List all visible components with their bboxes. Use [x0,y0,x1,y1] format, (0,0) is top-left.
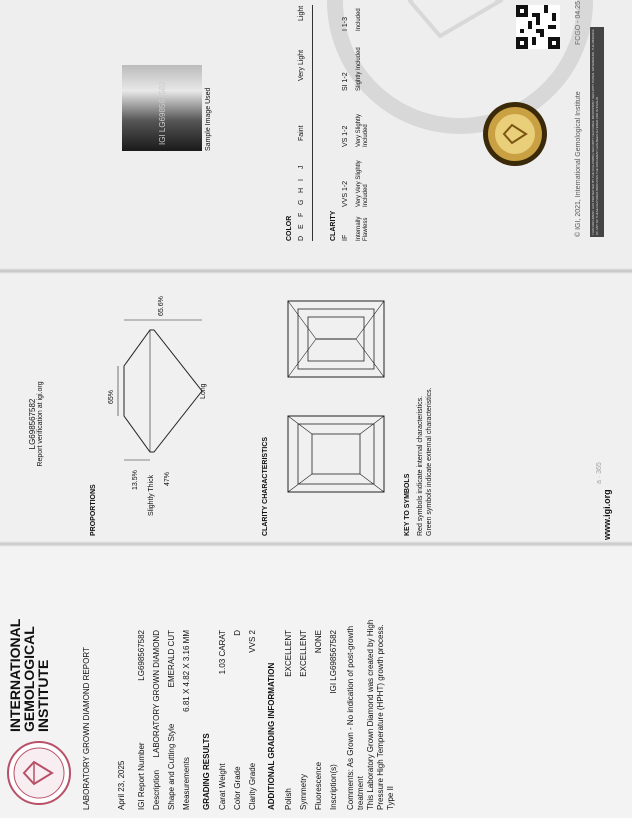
color-letter: J [298,165,305,169]
girdle-label: Slightly Thick [148,474,155,516]
clarity-plot-pavilion [286,299,391,379]
additional-value: IGI LG698567582 [329,630,338,694]
color-scale [298,5,308,241]
key-to-symbols-title: KEY TO SYMBOLS [404,473,411,536]
qr-code [516,5,560,49]
fold-line-bottom [0,541,632,547]
report-title: LABORATORY GROWN DIAMOND REPORT [82,647,91,810]
additional-label: Inscription(s) [329,764,338,810]
table-percent: 65% [108,389,115,404]
detail-value: LG698567582 [137,630,146,681]
right-panel [0,0,632,271]
additional-label: Polish [284,788,293,810]
color-letter: H [298,187,305,193]
grading-label: Carat Weight [218,763,227,810]
clarity-description: Internally Flawless [356,216,369,241]
additional-value: EXCELLENT [299,630,308,677]
grading-value: VVS 2 [248,630,257,653]
clarity-description: Slightly Included [356,47,362,91]
key-line: Green symbols indicate external characteristics. [426,387,433,536]
institute-name [8,612,50,732]
fold-line-top [0,268,632,274]
comment-line: This Laboratory Grown Diamond was created by High [366,619,375,810]
culet-label: Long [200,383,207,399]
color-word: Light [298,5,305,21]
detail-label: Shape and Cutting Style [167,723,176,810]
detail-value: 6.81 X 4.82 X 3.16 MM [182,630,191,712]
additional-label: Fluorescence [314,761,323,810]
color-letter: F [298,212,305,217]
additional-table [284,630,344,810]
clarity-grade: VS 1-2 [342,125,349,147]
middle-panel [0,271,632,544]
detail-label: Description [152,769,161,810]
clarity-characteristics-title: CLARITY CHARACTERISTICS [262,436,269,536]
clarity-description: Very Very Slightly Included [356,160,369,207]
clarity-plot-crown [286,414,391,494]
color-letter: G [298,199,305,205]
copyright-note: © IGI, 2021, International Gemological Institute [575,91,582,237]
crown-percent: 13.5% [132,470,139,490]
scale-divider [312,5,313,241]
comment-line: treatment [356,776,365,810]
clarity-grade: VVS 1-2 [342,180,349,207]
report-date: April 23, 2025 [117,760,126,810]
detail-label: IGI Report Number [137,742,146,810]
proportions-title: PROPORTIONS [90,484,97,536]
form-code: FCGO - 04.25 [575,1,582,45]
detail-label: Measurements [182,757,191,810]
comment-line: Type II [386,785,395,810]
clarity-scale-title: CLARITY [330,210,337,241]
gold-security-seal [482,101,548,167]
clarity-scale [342,5,382,241]
left-panel [0,544,632,818]
additional-value: EXCELLENT [284,630,293,677]
photo-inscription: IGI LG698567582 [158,81,167,145]
additional-grading-title: ADDITIONAL GRADING INFORMATION [267,662,276,810]
institute-name-line: INTERNATIONAL [7,618,23,732]
clarity-description: Very Slightly Included [356,113,369,147]
clarity-grade: IF [342,234,349,241]
comment-line: Comments: As Grown - No indication of post-growth [346,625,355,810]
details-table [137,630,197,810]
key-lines [416,387,434,536]
grading-label: Clarity Grade [248,762,257,810]
additional-label: Symmetry [299,774,308,810]
institute-name-line: INSTITUTE [35,659,51,732]
header-report-number: LG698567582 [28,398,37,450]
clarity-grade: I 1-3 [342,16,349,31]
key-line: Red symbols indicate internal characteristics. [417,395,424,536]
grading-label: Color Grade [233,766,242,810]
grading-value: D [233,630,242,636]
grading-results-title: GRADING RESULTS [202,733,211,810]
color-scale-title: COLOR [286,215,293,241]
institute-name-line: GEMOLOGICAL [21,626,37,732]
comment-line: Pressure High Temperature (HPHT) growth process. [376,624,385,810]
color-letter: E [298,224,305,229]
detail-value: LABORATORY GROWN DIAMOND [152,630,161,758]
security-text: THIS DOCUMENT HAS PROTECTED BY THE FOLLOWING SECURITY FEATURES: MICROPRINT, SECURITY PAPER, WATERMARK, THE ABSENCE OF ANY OF THESE FEATURES INDICATES THE DOCUMENT HAS BEEN ALTERED AND IS INVALID [591,29,599,235]
report-number-header [28,364,44,484]
grading-table [218,630,263,810]
igi-seal-logo [6,740,72,806]
pavilion-percent: 47% [164,471,171,486]
depth-percent: 65.6% [158,296,165,316]
color-letter: D [298,235,305,241]
proportions-diagram [104,286,207,516]
clarity-description: Included [356,8,362,31]
additional-value: NONE [314,630,323,654]
pencil-mark: a · 365 [596,462,603,484]
color-word: Very Light [298,49,305,81]
comments [346,620,396,810]
color-letter: I [298,179,305,181]
website: www.igi.org [602,489,612,540]
color-word: Faint [298,125,305,141]
verification-note: Report verification at igi.org [37,381,44,467]
sample-image-note: Sample Image Used [205,87,212,151]
clarity-grade: SI 1-2 [342,72,349,91]
grading-value: 1.03 CARAT [218,630,227,675]
detail-value: EMERALD CUT [167,630,176,688]
